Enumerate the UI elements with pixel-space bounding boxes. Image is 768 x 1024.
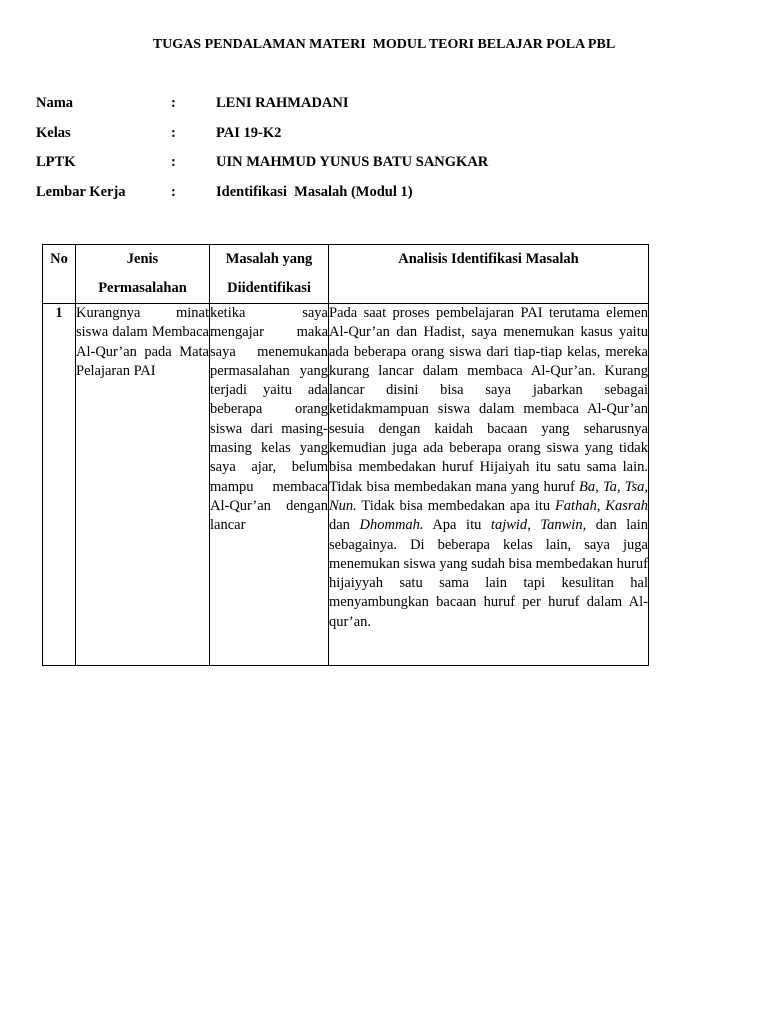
table-header-row — [43, 245, 649, 304]
info-row-nama — [36, 95, 736, 125]
header-jenis-line1: Jenis — [126, 251, 159, 267]
analisis-separator: , — [527, 517, 541, 534]
analisis-text: Apa itu — [423, 517, 491, 534]
header-no-label: No — [50, 251, 68, 267]
analisis-text: Pada saat proses pembelajaran PAI terutama elemen Al-Qur’an dan Hadist, saya menemukan kasus yaitu ada beberapa orang siswa dari tiap-tiap kelas, mereka kurang lancar dalam membaca Al-Qur’an. Kurang lancar disini bisa saya jabarkan sebagai ketidakmampuan siswa dalam membaca Al-Qur’an sesuia dengan kaidah bacaan yang seharusnya kemudian juga ada beberapa orang siswa yang tidak bisa membedakan huruf Hijaiyah itu satu sama lain. Tidak bisa membedakan mana yang huruf — [329, 305, 648, 495]
info-label: Kelas — [36, 124, 71, 141]
header-masalah-line1: Masalah yang — [225, 251, 313, 267]
cell-masalah: ketika saya mengajar maka saya menemukan permasalahan yang terjadi yaitu ada beberapa orang siswa dari masing-masing kelas yang saya ajar, belum mampu membaca Al-Qur’an dengan lancar — [210, 304, 329, 666]
analisis-italic-ba: Ba — [579, 478, 596, 495]
cell-no: 1 — [43, 304, 76, 666]
analisis-italic-tanwin: Tanwin — [540, 517, 583, 534]
info-row-lptk — [36, 154, 736, 184]
info-value: LENI RAHMADANI — [216, 95, 349, 111]
analisis-italic-fathah: Fathah — [554, 497, 597, 514]
analisis-text: dan — [329, 517, 360, 534]
document-title: TUGAS PENDALAMAN MATERI MODUL TEORI BELAJAR POLA PBL — [152, 37, 616, 52]
analisis-text: Tidak bisa membedakan apa itu — [356, 497, 555, 514]
info-colon: : — [171, 184, 176, 201]
header-analisis-label: Analisis Identifikasi Masalah — [398, 251, 579, 267]
info-colon: : — [171, 95, 176, 111]
analisis-separator: , — [595, 478, 603, 495]
info-label: Nama — [36, 95, 74, 111]
info-label: LPTK — [36, 154, 76, 171]
cell-analisis — [329, 304, 649, 666]
analisis-italic-ta: Ta — [602, 478, 617, 495]
header-masalah — [210, 245, 329, 304]
info-value: PAI 19-K2 — [216, 124, 282, 141]
analisis-italic-tsa-nun: Tsa, Nun. — [329, 478, 649, 514]
cell-jenis: Kurangnya minat siswa dalam Membaca Al-Qur’an pada Mata Pelajaran PAI — [76, 304, 210, 666]
header-analisis — [329, 245, 649, 304]
header-jenis — [76, 245, 210, 304]
header-jenis-line2: Permasalahan — [98, 280, 187, 296]
analisis-separator: , — [616, 478, 625, 495]
identity-block — [36, 95, 736, 214]
info-value: UIN MAHMUD YUNUS BATU SANGKAR — [216, 154, 489, 171]
analisis-italic-dhommah: Dhommah. — [359, 517, 424, 534]
info-label: Lembar Kerja — [36, 184, 126, 201]
info-row-lembar-kerja — [36, 184, 736, 214]
info-colon: : — [171, 154, 176, 171]
info-row-kelas — [36, 125, 736, 155]
analisis-italic-kasrah: Kasrah — [605, 497, 649, 514]
header-no — [43, 245, 76, 304]
info-colon: : — [171, 124, 176, 141]
analisis-separator: , — [596, 497, 606, 514]
analisis-text: , dan lain sebagainya. Di beberapa kelas lain, saya juga menemukan siswa yang sudah bisa membedakan huruf hijaiyyah satu sama lain tapi kesulitan hal menyambungkan bacaan huruf per huruf dalam Al-qur’an. — [329, 517, 649, 630]
analisis-italic-tajwid: tajwid — [490, 517, 528, 534]
analysis-table — [42, 244, 649, 666]
table-row — [43, 304, 649, 666]
header-masalah-line2: Diidentifikasi — [227, 280, 311, 296]
info-value: Identifikasi Masalah (Modul 1) — [216, 184, 413, 201]
